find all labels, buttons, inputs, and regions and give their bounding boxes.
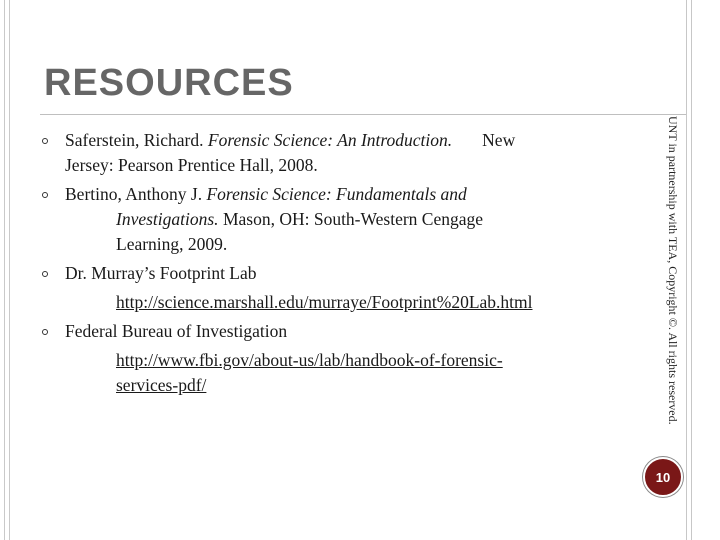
- reference-url-wrapper: [65, 290, 600, 315]
- reference-author: Bertino, Anthony J.: [65, 184, 207, 204]
- reference-source-name: Dr. Murray’s Footprint Lab: [65, 263, 257, 283]
- copyright-sidebar: UNT in partnership with TEA, Copyright ©. All rights reserved.: [666, 116, 680, 425]
- reference-continuation: [65, 207, 600, 232]
- reference-publisher-start: New: [482, 130, 516, 150]
- reference-publisher: Mason, OH: South-Western Cengage: [218, 209, 484, 229]
- reference-source-name: Federal Bureau of Investigation: [65, 321, 288, 341]
- reference-item-bertino: [40, 182, 600, 257]
- reference-item-fbi: [40, 319, 600, 398]
- reference-publisher-end: Learning, 2009.: [116, 234, 228, 254]
- reference-item-saferstein: [40, 128, 600, 178]
- left-frame-border: [4, 0, 10, 540]
- slide-title: RESOURCES: [44, 62, 294, 104]
- fbi-link-line-1: http://www.fbi.gov/about-us/lab/handbook-of-forensic-: [116, 350, 503, 370]
- reference-item-footprint-lab: [40, 261, 600, 315]
- reference-book-title: Forensic Science: An Introduction.: [207, 130, 453, 150]
- footprint-lab-link[interactable]: http://science.marshall.edu/murraye/Footprint%20Lab.html: [116, 292, 533, 312]
- reference-publisher-end: Jersey: Pearson Prentice Hall, 2008.: [65, 155, 318, 175]
- bullet-circle-icon: [42, 329, 48, 335]
- reference-book-title: Forensic Science: Fundamentals and: [206, 184, 467, 204]
- reference-book-title-end: Investigations.: [116, 209, 219, 229]
- reference-list: [40, 128, 600, 402]
- right-frame-border: [686, 0, 720, 540]
- bullet-circle-icon: [42, 138, 48, 144]
- reference-author: Saferstein, Richard.: [65, 130, 208, 150]
- page-number-badge: 10: [643, 457, 683, 497]
- bullet-circle-icon: [42, 271, 48, 277]
- bullet-circle-icon: [42, 192, 48, 198]
- fbi-link-line-2: services-pdf/: [116, 375, 207, 395]
- title-divider: [40, 114, 686, 115]
- reference-url-wrapper: [65, 348, 600, 398]
- fbi-handbook-link[interactable]: [116, 350, 503, 395]
